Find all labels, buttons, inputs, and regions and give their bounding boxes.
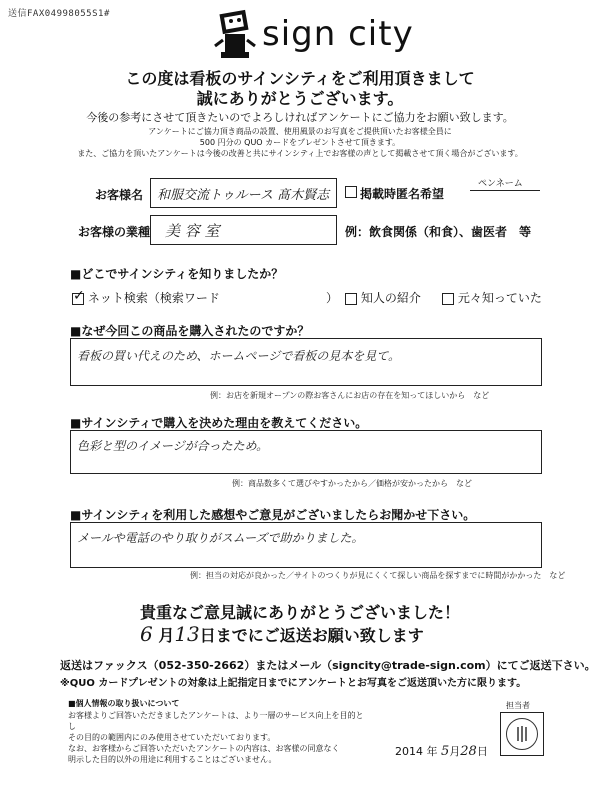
q3-answer-box[interactable] bbox=[70, 430, 542, 474]
q1-title: ■どこでサインシティを知りましたか？ bbox=[70, 267, 284, 281]
heading-line2: 誠にありがとうございます。 bbox=[196, 89, 404, 108]
privacy-line: なお、お客様からご回答いただいたアンケートの内容は、お客様の同意なく bbox=[68, 744, 340, 753]
privacy-body bbox=[68, 710, 368, 765]
publish-anonymous-label: 掲載時匿名希望 bbox=[360, 187, 445, 201]
industry-label: お客様の業種 bbox=[78, 225, 151, 239]
fax-header: 送信FAX04998055S1# bbox=[8, 9, 110, 19]
deadline-day: 13 bbox=[174, 622, 200, 646]
privacy-line: その目的の範囲内にのみ使用させていただいております。 bbox=[68, 733, 276, 742]
q3-answer: 色彩と型のイメージが合ったため。 bbox=[77, 439, 269, 453]
penname-line[interactable] bbox=[470, 190, 540, 191]
date-month-unit: 月 bbox=[449, 745, 461, 758]
date-day-unit: 日 bbox=[476, 745, 488, 758]
check-mark-icon: ✓ bbox=[73, 287, 85, 304]
industry-example: 例：飲食関係（和食）、歯医者 等 bbox=[345, 225, 532, 239]
q1-paren-close: ） bbox=[326, 291, 339, 305]
privacy-line: 明示した目的以外の用途に利用することはございません。 bbox=[68, 755, 277, 764]
q1-search-checkbox[interactable] bbox=[72, 287, 85, 305]
privacy-title: ■個人情報の取り扱いについて bbox=[68, 699, 180, 708]
heading-line1: この度は看板のサインシティをご利用頂きまして bbox=[125, 69, 475, 88]
date-year: 2014 bbox=[395, 745, 423, 758]
q4-example: 例：担当の対応が良かった／サイトのつくりが見にくくて探しい商品を探すまでに時間がかかった など bbox=[190, 571, 566, 580]
industry-value: 美 容 室 bbox=[165, 222, 220, 240]
contact-text: 返送はファックス（052-350-2662）またはメール（signcity@trade-sign.com）にてご返送下さい。 bbox=[60, 659, 596, 672]
deadline-text: 日までにご返送お願い致します bbox=[199, 626, 424, 645]
seal-icon bbox=[507, 719, 537, 749]
q1-option-search[interactable] bbox=[72, 289, 220, 306]
q2-title: ■なぜ今回この商品を購入されたのですか？ bbox=[70, 324, 310, 338]
q2-example: 例：お店を新規オープンの際お客さんにお店の存在を知ってほしいから など bbox=[210, 391, 490, 400]
q1-known-checkbox[interactable] bbox=[442, 293, 454, 305]
q1-referral-checkbox[interactable] bbox=[345, 293, 357, 305]
q4-answer: メールや電話のやり取りがスムーズで助かりました。 bbox=[77, 531, 364, 545]
customer-name-label: お客様名 bbox=[95, 188, 144, 202]
deadline-line bbox=[140, 622, 424, 646]
staff-label: 担当者 bbox=[506, 701, 530, 710]
q4-title: ■サインシティを利用した感想やご意見がございましたらお聞かせ下さい。 bbox=[70, 508, 476, 522]
q1-known-label: 元々知っていた bbox=[457, 291, 542, 305]
q3-example: 例：商品数多くて選びやすかったから／価格が安かったから など bbox=[232, 479, 472, 488]
q1-option-referral[interactable] bbox=[345, 289, 421, 306]
quo-note: ※QUO カードプレゼントの対象は上記指定日までにアンケートとお写真をご返送頂いた方に限ります。 bbox=[60, 678, 527, 689]
penname-label: ペンネーム bbox=[478, 179, 523, 189]
q2-answer: 看板の買い代えのため、ホームページで看板の見本を見て。 bbox=[77, 349, 401, 363]
note-3: また、ご協力を頂いたアンケートは今後の改善と共にサインシティ上でお客様の声として掲載させて頂く場合がございます。 bbox=[77, 149, 523, 158]
q1-option-known[interactable] bbox=[442, 289, 542, 306]
q1-referral-label: 知人の紹介 bbox=[360, 291, 421, 305]
privacy-line: お客様よりご回答いただきましたアンケートは、より一層のサービス向上を目的とし bbox=[68, 711, 364, 731]
mascot-icon bbox=[211, 6, 261, 62]
q3-title: ■サインシティで購入を決めた理由を教えてください。 bbox=[70, 416, 368, 430]
intro-text: 今後の参考にさせて頂きたいのでよろしければアンケートにご協力をお願い致します。 bbox=[86, 111, 514, 124]
industry-field[interactable] bbox=[150, 215, 337, 245]
date-day: 28 bbox=[460, 744, 477, 759]
date-month: 5 bbox=[441, 744, 450, 759]
customer-name-field[interactable] bbox=[150, 178, 337, 208]
deadline-month-unit: 月 bbox=[158, 626, 175, 645]
deadline-month: 6 bbox=[140, 622, 153, 646]
thanks-text: 貴重なご意見誠にありがとうございました！ bbox=[139, 603, 460, 622]
date-year-unit: 年 bbox=[426, 745, 438, 758]
note-1: アンケートにご協力頂き商品の設置、使用風景のお写真をご提供頂いたお客様全員に bbox=[148, 127, 452, 136]
q4-answer-box[interactable] bbox=[70, 522, 542, 568]
q2-answer-box[interactable] bbox=[70, 338, 542, 386]
date-line bbox=[395, 743, 488, 759]
staff-stamp-seal bbox=[506, 718, 538, 750]
q1-search-label: ネット検索（検索ワード bbox=[87, 291, 220, 305]
logo-text: sign city bbox=[262, 14, 414, 54]
customer-name-value: 和服交流トゥルース 髙木賢志 bbox=[157, 188, 330, 203]
note-2: 500 円分の QUO カードをプレゼントさせて頂きます。 bbox=[199, 138, 401, 147]
publish-anonymous-checkbox[interactable] bbox=[345, 186, 357, 198]
